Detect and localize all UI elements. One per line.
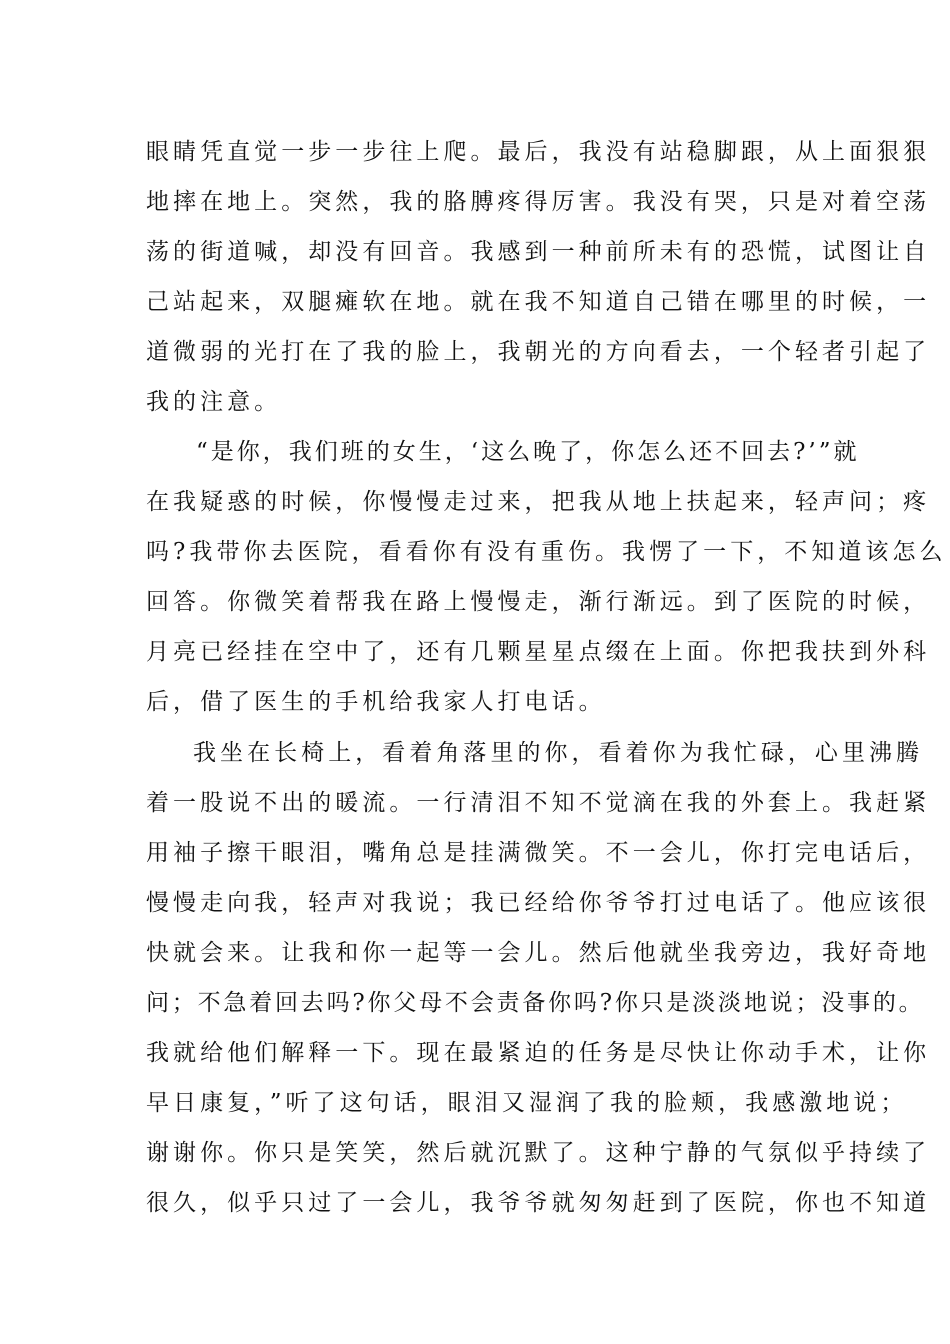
text-line: 很久，似乎只过了一会儿，我爷爷就匆匆赶到了医院，你也不知道 <box>146 1190 931 1216</box>
text-line: 眼睛凭直觉一步一步往上爬。最后，我没有站稳脚跟，从上面狠狠 <box>146 139 931 165</box>
text-line: 早日康复，”听了这句话，眼泪又湿润了我的脸颊，我感激地说； <box>146 1090 908 1116</box>
text-line: 道微弱的光打在了我的脸上，我朝光的方向看去，一个轻者引起了 <box>146 339 931 365</box>
text-line: 我的注意。 <box>146 389 282 415</box>
text-line: 回答。你微笑着帮我在路上慢慢走，渐行渐远。到了医院的时候， <box>146 589 931 615</box>
text-line: 在我疑惑的时候，你慢慢走过来，把我从地上扶起来，轻声问；疼 <box>146 489 931 515</box>
text-line: 荡的街道喊，却没有回音。我感到一种前所未有的恐慌，试图让自 <box>146 239 931 265</box>
text-line: 地摔在地上。突然，我的胳膊疼得厉害。我没有哭，只是对着空荡 <box>146 189 931 215</box>
text-line: 月亮已经挂在空中了，还有几颗星星点缀在上面。你把我扶到外科 <box>146 639 931 665</box>
text-line: 着一股说不出的暖流。一行清泪不知不觉滴在我的外套上。我赶紧 <box>146 790 931 816</box>
text-line: 问；不急着回去吗?你父母不会责备你吗?你只是淡淡地说；没事的。 <box>146 990 925 1016</box>
text-line: 吗?我带你去医院，看看你有没有重伤。我愣了一下，不知道该怎么 <box>146 539 947 565</box>
text-line: 己站起来，双腿瘫软在地。就在我不知道自己错在哪里的时候，一 <box>146 289 931 315</box>
text-line: “是你，我们班的女生，‘这么晚了，你怎么还不回去?’”就 <box>196 439 860 465</box>
text-line: 用袖子擦干眼泪，嘴角总是挂满微笑。不一会儿，你打完电话后， <box>146 840 931 866</box>
text-line: 慢慢走向我，轻声对我说；我已经给你爷爷打过电话了。他应该很 <box>146 890 931 916</box>
text-line: 我就给他们解释一下。现在最紧迫的任务是尽快让你动手术，让你 <box>146 1040 931 1066</box>
text-line: 快就会来。让我和你一起等一会儿。然后他就坐我旁边，我好奇地 <box>146 940 931 966</box>
text-line: 后，借了医生的手机给我家人打电话。 <box>146 689 606 715</box>
text-line: 谢谢你。你只是笑笑，然后就沉默了。这种宁静的气氛似乎持续了 <box>146 1140 931 1166</box>
text-line: 我坐在长椅上，看着角落里的你，看着你为我忙碌，心里沸腾 <box>193 740 924 766</box>
